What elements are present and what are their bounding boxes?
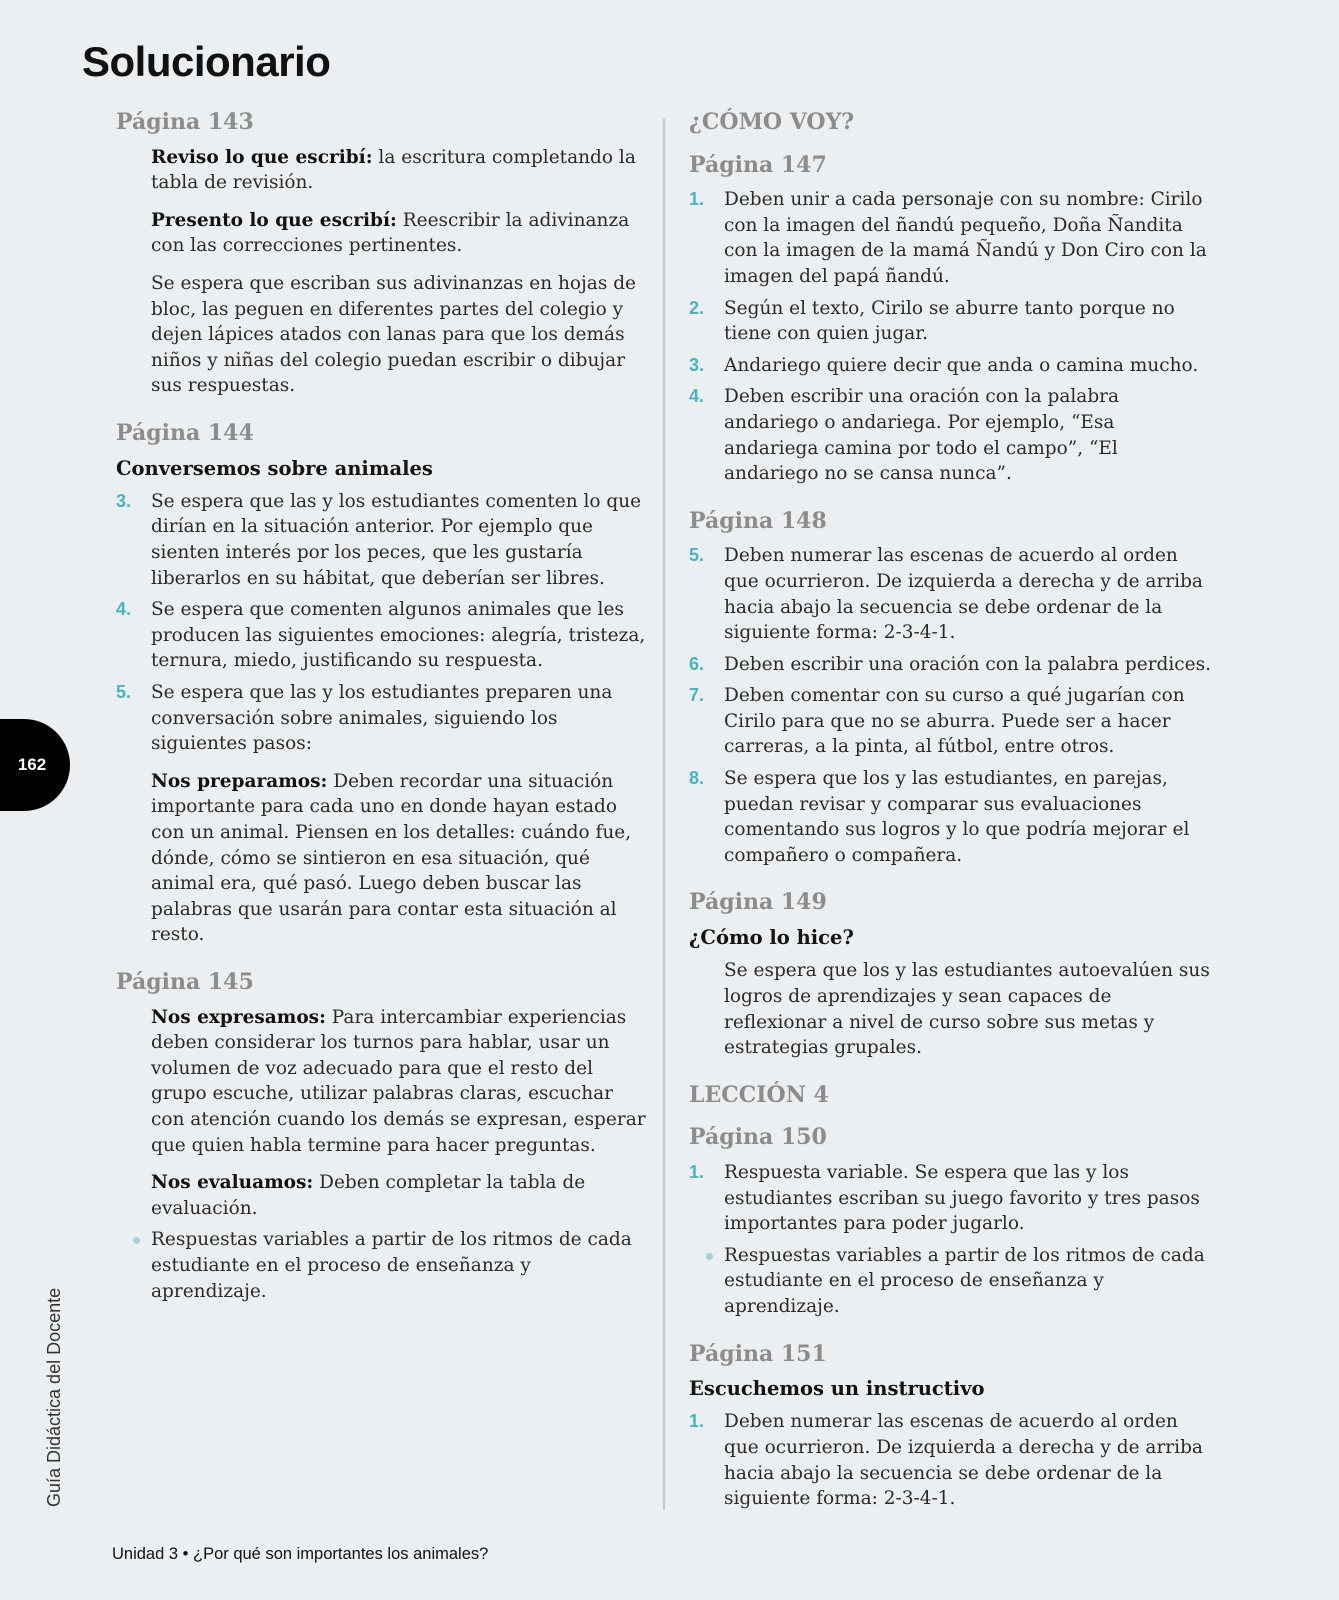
list-item bbox=[689, 296, 1214, 347]
bullet-item bbox=[689, 1243, 1214, 1320]
list-item bbox=[689, 187, 1214, 289]
item-text: Andariego quiere decir que anda o camina mucho. bbox=[724, 354, 1199, 376]
heading-leccion-4: LECCIÓN 4 bbox=[689, 1081, 829, 1108]
heading-pagina-150: Página 150 bbox=[689, 1124, 827, 1151]
right-column bbox=[689, 108, 1214, 1518]
heading-pagina-143: Página 143 bbox=[116, 109, 254, 135]
heading-pagina-148: Página 148 bbox=[689, 507, 827, 534]
item-number: 3. bbox=[689, 354, 705, 375]
presento-label: Presento lo que escribí: bbox=[151, 209, 397, 231]
item-number: 6. bbox=[689, 653, 705, 674]
preparamos-paragraph bbox=[151, 769, 646, 948]
footer-unit-title: Unidad 3 • ¿Por qué son importantes los animales? bbox=[112, 1545, 489, 1563]
reviso-paragraph bbox=[151, 145, 646, 196]
item-text: Deben escribir una oración con la palabra perdices. bbox=[724, 653, 1211, 675]
page-number-tab bbox=[0, 719, 70, 811]
list-item bbox=[689, 683, 1214, 760]
item-number: 4. bbox=[689, 386, 705, 407]
bullet-dot-icon bbox=[706, 1253, 713, 1260]
bullet-dot-icon bbox=[133, 1237, 140, 1244]
expresamos-paragraph bbox=[151, 1005, 646, 1159]
preparamos-text: Deben recordar una situación importante para cada uno en donde hayan estado con un animal. Piensen en los detalles: cuándo fue, dónde, cómo se sintieron en esa situación, qué animal era, qué pasó. Luego deben buscar las palabras que usarán para contar esta situación al resto. bbox=[151, 770, 632, 946]
subheading-escuchemos: Escuchemos un instructivo bbox=[689, 1377, 985, 1401]
heading-pagina-144: Página 144 bbox=[116, 419, 254, 446]
list-item bbox=[116, 489, 646, 591]
evaluamos-paragraph bbox=[151, 1170, 646, 1221]
item-text: Deben numerar las escenas de acuerdo al orden que ocurrieron. De izquierda a derecha y de arriba hacia abajo la secuencia se debe ordenar de la siguiente forma: 2-3-4-1. bbox=[724, 545, 1203, 644]
item-number: 1. bbox=[689, 1411, 705, 1432]
page-title: Solucionario bbox=[82, 38, 331, 85]
heading-pagina-145: Página 145 bbox=[116, 968, 254, 995]
list-item bbox=[116, 680, 646, 757]
heading-pagina-151: Página 151 bbox=[689, 1340, 827, 1367]
preparamos-label: Nos preparamos: bbox=[151, 770, 328, 792]
heading-pagina-147: Página 147 bbox=[689, 151, 827, 178]
item-number: 7. bbox=[689, 685, 705, 706]
item-text: Se espera que las y los estudiantes comenten lo que dirían en la situación anterior. Por ejemplo que sienten interés por los peces, que les gustaría liberarlos en su hábitat, que deberían ser libres. bbox=[151, 490, 642, 589]
list-item bbox=[689, 1160, 1214, 1237]
item-number: 1. bbox=[689, 189, 705, 210]
item-text: Deben escribir una oración con la palabra andariego o andariega. Por ejemplo, “Esa andariega camina por todo el campo”, “El andariego no se cansa nunca”. bbox=[724, 386, 1120, 485]
item-text: Deben numerar las escenas de acuerdo al orden que ocurrieron. De izquierda a derecha y de arriba hacia abajo la secuencia se debe ordenar de la siguiente forma: 2-3-4-1. bbox=[724, 1411, 1203, 1510]
item-number: 2. bbox=[689, 297, 705, 318]
item-text: Respuesta variable. Se espera que las y los estudiantes escriban su juego favorito y tres pasos importantes para poder jugarlo. bbox=[724, 1161, 1200, 1235]
bullet-item bbox=[116, 1227, 646, 1304]
column-divider bbox=[663, 118, 665, 1510]
list-item bbox=[689, 353, 1214, 379]
item-number: 4. bbox=[116, 599, 132, 620]
item-number: 3. bbox=[116, 490, 132, 511]
evaluamos-text: Deben completar la tabla de evaluación. bbox=[151, 1172, 586, 1219]
bullet-text: Respuestas variables a partir de los ritmos de cada estudiante en el proceso de enseñanza y aprendizaje. bbox=[724, 1244, 1205, 1317]
expresamos-text: Para intercambiar experiencias deben considerar los turnos para hablar, usar un volumen de voz adecuado para que el resto del grupo escuche, utilizar palabras claras, escuchar con atención cuando los demás se expresan, esperar que quien habla termine para hacer preguntas. bbox=[151, 1006, 646, 1156]
subheading-como-lo-hice: ¿Cómo lo hice? bbox=[689, 926, 854, 950]
item-text: Según el texto, Cirilo se aburre tanto porque no tiene con quien jugar. bbox=[724, 297, 1175, 345]
list-item bbox=[689, 1409, 1214, 1511]
presento-text: Reescribir la adivinanza con las correcciones pertinentes. bbox=[151, 209, 630, 257]
item-number: 5. bbox=[689, 545, 705, 566]
list-item bbox=[116, 597, 646, 674]
left-column bbox=[116, 108, 646, 1310]
page-number: 162 bbox=[17, 755, 47, 774]
side-label: Guía Didáctica del Docente bbox=[44, 1287, 64, 1507]
item-text: Se espera que los y las estudiantes, en parejas, puedan revisar y comparar sus evaluaciones comentando sus logros y lo que podría mejorar el compañero o compañera. bbox=[724, 768, 1190, 866]
autoevaluacion-paragraph: Se espera que los y las estudiantes autoevalúen sus logros de aprendizajes y sean capaces de reflexionar a nivel de curso sobre sus metas y estrategias grupales. bbox=[724, 960, 1210, 1059]
presento-paragraph bbox=[151, 208, 646, 259]
item-text: Deben comentar con su curso a qué jugarían con Cirilo para que no se aburra. Puede ser a hacer carreras, a la pinta, al fútbol, entre otros. bbox=[724, 685, 1185, 758]
reviso-label: Reviso lo que escribí: bbox=[151, 146, 373, 168]
evaluamos-label: Nos evaluamos: bbox=[151, 1172, 314, 1194]
item-text: Deben unir a cada personaje con su nombre: Cirilo con la imagen del ñandú pequeño, Doña Ñandita con la imagen de la mamá Ñandú y Don Ciro con la imagen del papá ñandú. bbox=[724, 189, 1207, 287]
list-item bbox=[689, 766, 1214, 868]
item-text: Se espera que las y los estudiantes preparen una conversación sobre animales, siguiendo los siguientes pasos: bbox=[151, 682, 613, 755]
list-item bbox=[689, 384, 1214, 486]
section-como-voy: ¿CÓMO VOY? bbox=[689, 109, 855, 135]
expresamos-label: Nos expresamos: bbox=[151, 1006, 326, 1028]
list-item bbox=[689, 652, 1214, 678]
item-number: 1. bbox=[689, 1161, 705, 1182]
item-number: 8. bbox=[689, 768, 705, 789]
subheading-conversemos: Conversemos sobre animales bbox=[116, 456, 433, 480]
item-text: Se espera que comenten algunos animales que les producen las siguientes emociones: alegría, tristeza, ternura, miedo, justificando su respuesta. bbox=[151, 599, 646, 672]
item-number: 5. bbox=[116, 682, 132, 703]
bullet-text: Respuestas variables a partir de los ritmos de cada estudiante en el proceso de enseñanza y aprendizaje. bbox=[151, 1229, 632, 1302]
heading-pagina-149: Página 149 bbox=[689, 889, 827, 916]
espera-paragraph: Se espera que escriban sus adivinanzas en hojas de bloc, las peguen en diferentes partes del colegio y dejen lápices atados con lanas para que los demás niños y niñas del colegio puedan escribir o dibujar sus respuestas. bbox=[151, 272, 636, 397]
list-item bbox=[689, 543, 1214, 645]
reviso-text: la escritura completando la tabla de revisión. bbox=[151, 146, 636, 194]
